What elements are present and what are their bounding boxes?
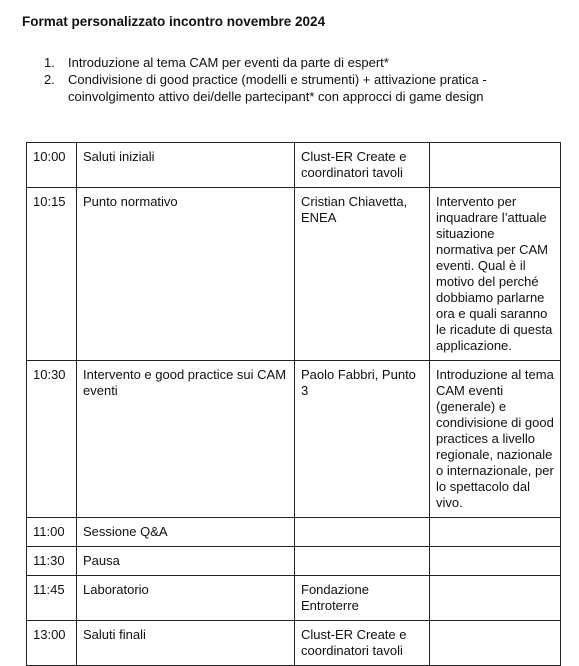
speaker-cell: Clust-ER Create e coordinatori tavoli	[295, 143, 430, 188]
schedule-table	[26, 142, 561, 666]
notes-cell	[430, 143, 561, 188]
activity-cell: Laboratorio	[77, 576, 295, 621]
list-item-text: Introduzione al tema CAM per eventi da parte di espert*	[68, 55, 389, 70]
activity-cell: Pausa	[77, 547, 295, 576]
time-cell: 11:00	[27, 518, 77, 547]
speaker-cell	[295, 518, 430, 547]
time-cell: 10:30	[27, 361, 77, 518]
speaker-cell: Paolo Fabbri, Punto 3	[295, 361, 430, 518]
notes-cell: Intervento per inquadrare l’attuale situazione normativa per CAM eventi. Qual è il motivo del perché dobbiamo parlarne ora e quali saranno le ricadute di questa applicazione.	[430, 188, 561, 361]
speaker-cell: Cristian Chiavetta, ENEA	[295, 188, 430, 361]
agenda-list-item	[44, 71, 564, 105]
notes-cell	[430, 547, 561, 576]
activity-cell: Saluti iniziali	[77, 143, 295, 188]
time-cell: 13:00	[27, 621, 77, 666]
table-row	[27, 143, 561, 188]
speaker-cell: Clust-ER Create e coordinatori tavoli	[295, 621, 430, 666]
table-row	[27, 188, 561, 361]
table-row	[27, 621, 561, 666]
speaker-cell: Fondazione Entroterre	[295, 576, 430, 621]
time-cell: 10:15	[27, 188, 77, 361]
notes-cell	[430, 576, 561, 621]
list-number: 1.	[44, 55, 55, 70]
table-row	[27, 547, 561, 576]
time-cell: 10:00	[27, 143, 77, 188]
table-row	[27, 361, 561, 518]
time-cell: 11:45	[27, 576, 77, 621]
notes-cell	[430, 518, 561, 547]
document-title: Format personalizzato incontro novembre 2024	[22, 14, 326, 29]
agenda-list	[44, 54, 564, 105]
agenda-list-item	[44, 54, 564, 71]
notes-cell	[430, 621, 561, 666]
activity-cell: Saluti finali	[77, 621, 295, 666]
table-row	[27, 518, 561, 547]
table-row	[27, 576, 561, 621]
activity-cell: Intervento e good practice sui CAM eventi	[77, 361, 295, 518]
list-number: 2.	[44, 72, 55, 87]
time-cell: 11:30	[27, 547, 77, 576]
activity-cell: Punto normativo	[77, 188, 295, 361]
notes-cell: Introduzione al tema CAM eventi (generale) e condivisione di good practices a livello regionale, nazionale o internazionale, per lo spettacolo dal vivo.	[430, 361, 561, 518]
speaker-cell	[295, 547, 430, 576]
list-item-text: Condivisione di good practice (modelli e strumenti) + attivazione pratica - coinvolgimento attivo dei/delle partecipant* con approcci di game design	[68, 72, 487, 104]
activity-cell: Sessione Q&A	[77, 518, 295, 547]
